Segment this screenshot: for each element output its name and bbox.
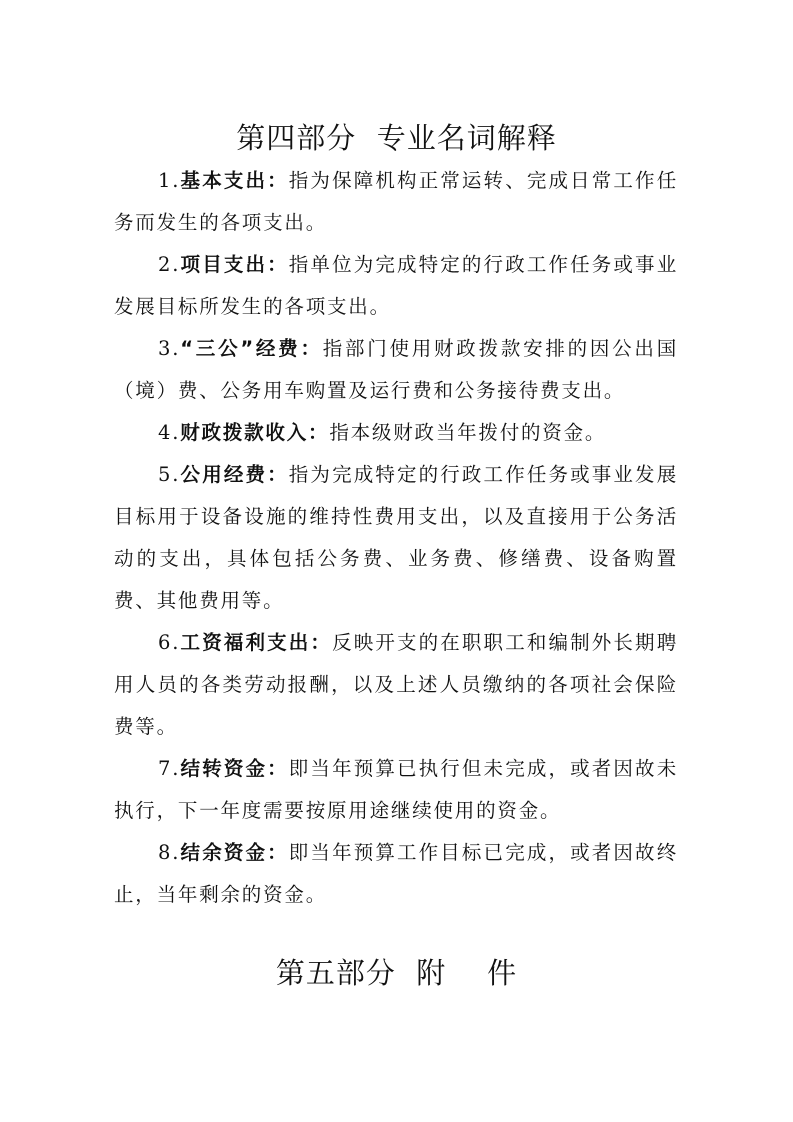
item-definition: 指本级财政当年拨付的资金。 [329, 421, 607, 444]
item-number: 4. [158, 421, 181, 444]
item-definition: 指为保障机构正常运转、完成日常工作任务而发生的各项支出。 [114, 169, 678, 234]
item-number: 6. [158, 631, 181, 654]
item-term: 工资福利支出： [180, 631, 333, 654]
item-term: 结余资金： [180, 841, 289, 864]
item-definition: 指为完成特定的行政工作任务或事业发展目标用于设备设施的维持性费用支出，以及直接用于公务活动的支出，具体包括公务费、业务费、修缮费、设备购置费、其他费用等。 [114, 463, 678, 612]
glossary-item-3 [114, 328, 678, 412]
item-definition: 指部门使用财政拨款安排的因公出国（境）费、公务用车购置及运行费和公务接待费支出。 [114, 337, 678, 402]
item-term: 基本支出： [180, 169, 289, 192]
glossary-item-4 [114, 412, 678, 454]
section-5-title: 第五部分 附 件 [275, 956, 518, 990]
item-definition: 反映开支的在职职工和编制外长期聘用人员的各类劳动报酬，以及上述人员缴纳的各项社会保险费等。 [114, 631, 678, 738]
item-number: 8. [158, 841, 181, 864]
glossary-list [114, 160, 678, 916]
item-term: 财政拨款收入： [180, 421, 330, 444]
item-definition: 指单位为完成特定的行政工作任务或事业发展目标所发生的各项支出。 [114, 253, 678, 318]
section-4-title: 第四部分 专业名词解释 [236, 121, 557, 155]
item-number: 7. [158, 757, 181, 780]
item-number: 1. [158, 169, 181, 192]
item-term: “三公”经费： [180, 337, 323, 360]
glossary-item-7 [114, 748, 678, 832]
item-term: 项目支出： [180, 253, 289, 276]
glossary-item-8 [114, 832, 678, 916]
glossary-item-2 [114, 244, 678, 328]
item-definition: 即当年预算工作目标已完成，或者因故终止，当年剩余的资金。 [114, 841, 678, 906]
item-term: 公用经费： [180, 463, 289, 486]
glossary-item-6 [114, 622, 678, 748]
glossary-item-1 [114, 160, 678, 244]
item-number: 2. [158, 253, 181, 276]
item-term: 结转资金： [180, 757, 289, 780]
item-definition: 即当年预算已执行但未完成，或者因故未执行，下一年度需要按原用途继续使用的资金。 [114, 757, 678, 822]
glossary-item-5 [114, 454, 678, 622]
item-number: 5. [158, 463, 181, 486]
item-number: 3. [158, 337, 181, 360]
